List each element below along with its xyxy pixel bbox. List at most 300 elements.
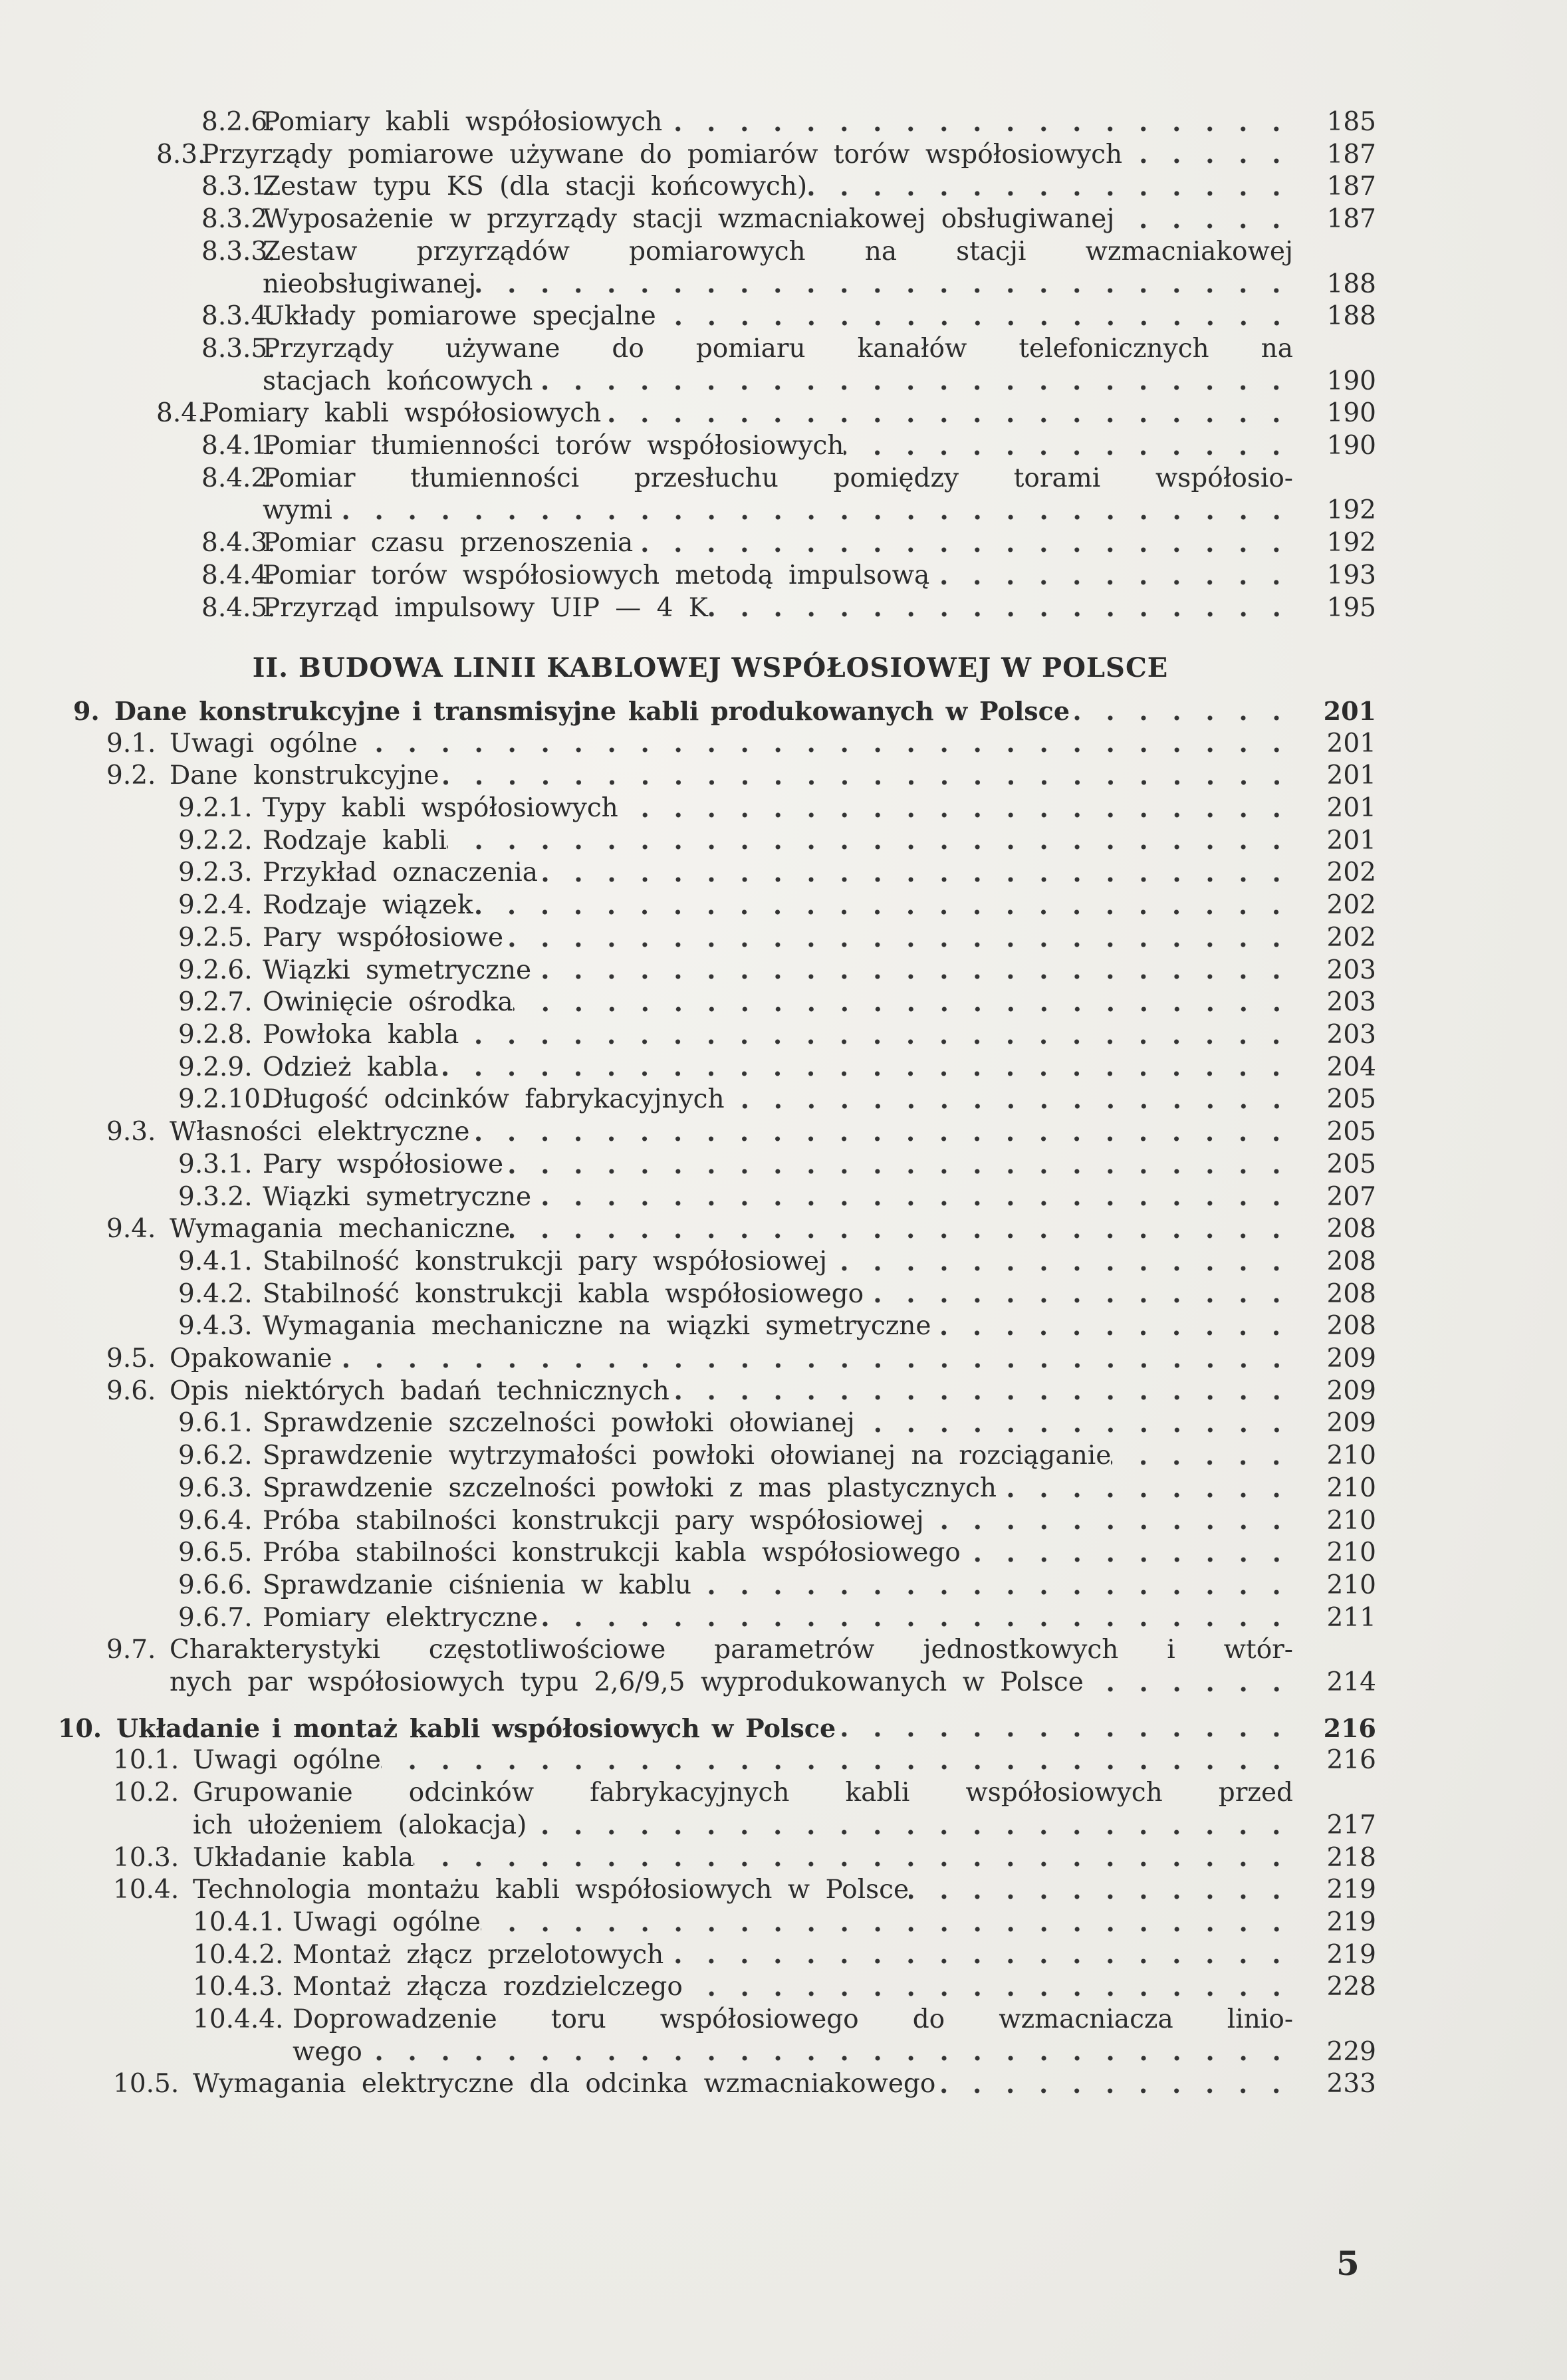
- toc-entry[interactable]: [0, 1505, 1376, 1538]
- toc-entry[interactable]: [0, 1971, 1376, 2004]
- entry-title-text: Pomiar czasu przenoszenia: [263, 528, 634, 558]
- entry-number: 9.6.2.: [178, 1441, 253, 1471]
- toc-entry[interactable]: [0, 1246, 1376, 1278]
- section-gap: [0, 1699, 1567, 1713]
- dot-leader: [510, 1213, 1293, 1246]
- entry-page-number: 192: [1326, 495, 1376, 526]
- entry-number: 10.3.: [113, 1842, 180, 1873]
- entry-page-number: 209: [1326, 1375, 1376, 1406]
- entry-page-number: 203: [1326, 987, 1376, 1018]
- entry-title: [170, 1116, 1293, 1149]
- toc-entry[interactable]: [0, 1052, 1376, 1084]
- entry-title: [263, 203, 1293, 236]
- entry-title: [263, 1278, 1293, 1311]
- entry-title: [263, 527, 1293, 560]
- entry-number: 9.4.1.: [178, 1246, 253, 1276]
- entry-title-last-line: [263, 1084, 1293, 1116]
- entry-page-number: 204: [1326, 1052, 1376, 1082]
- toc-entry[interactable]: [0, 1149, 1376, 1181]
- entry-number: 10.4.: [113, 1875, 180, 1905]
- dot-leader: [332, 1343, 1293, 1375]
- entry-title-text: Pary współosiowe: [263, 1149, 504, 1179]
- entry-title-text: Sprawdzanie ciśnienia w kablu: [263, 1570, 692, 1600]
- dot-leader: [864, 1278, 1293, 1311]
- entry-number: 9.2.5.: [178, 922, 253, 953]
- entry-title: [170, 760, 1293, 792]
- entry-title-last-line: [263, 1537, 1293, 1570]
- entry-page-number: 201: [1326, 825, 1376, 856]
- entry-page-number: 207: [1326, 1181, 1376, 1212]
- dot-leader: [929, 560, 1293, 592]
- entry-title-text: Wyposażenie w przyrządy stacji wzmacniakowej obsługiwanej: [263, 204, 1115, 235]
- entry-title-text: Technologia montażu kabli współosiowych w Polsce: [193, 1875, 909, 1905]
- toc-entry[interactable]: [0, 592, 1376, 625]
- entry-title-text: Wiązki symetryczne: [263, 1181, 532, 1212]
- entry-title: [293, 2004, 1293, 2068]
- toc-entry[interactable]: [0, 2068, 1376, 2101]
- entry-title-last-line: [263, 792, 1293, 825]
- entry-title-text: Rodzaje wiązek: [263, 890, 473, 921]
- entry-number: 9.2.10.: [178, 1084, 269, 1115]
- entry-number: 8.3.2.: [201, 204, 276, 235]
- entry-title-last-line: [263, 987, 1293, 1019]
- entry-title-text: Przykład oznaczenia: [263, 858, 538, 888]
- entry-number: 9.: [73, 695, 100, 726]
- entry-title: [293, 1939, 1293, 1972]
- entry-title: [263, 857, 1293, 890]
- toc-entry[interactable]: [0, 695, 1376, 728]
- toc-entry[interactable]: [0, 1440, 1376, 1473]
- entry-title-text: Uwagi ogólne: [170, 728, 358, 759]
- entry-title: [263, 1149, 1293, 1181]
- toc-entry[interactable]: [0, 1874, 1376, 1907]
- toc-entry[interactable]: [0, 1907, 1376, 1939]
- entry-title: [201, 139, 1293, 172]
- dot-leader: [533, 366, 1293, 398]
- toc-entry[interactable]: [0, 955, 1376, 987]
- entry-page-number: 202: [1326, 922, 1376, 953]
- entry-title-text: Własności elektryczne: [170, 1117, 470, 1147]
- dot-leader: [683, 1971, 1293, 2004]
- dot-leader: [1111, 1440, 1293, 1473]
- toc-entry[interactable]: [0, 1278, 1376, 1311]
- entry-page-number: 195: [1326, 592, 1376, 623]
- entry-title-last-line: [201, 139, 1293, 172]
- entry-title-text: Wymagania mechaniczne: [170, 1214, 511, 1245]
- toc-entry[interactable]: [0, 1634, 1376, 1699]
- entry-number: 9.2.3.: [178, 858, 253, 888]
- entry-title-text: Próba stabilności konstrukcji pary współosiowej: [263, 1505, 924, 1536]
- toc-entry[interactable]: [0, 1310, 1376, 1343]
- entry-page-number: 209: [1326, 1344, 1376, 1374]
- entry-page-number: 210: [1326, 1570, 1376, 1600]
- entry-title: [263, 1473, 1293, 1505]
- entry-number: 10.4.1.: [193, 1907, 284, 1937]
- entry-number: 10.1.: [113, 1745, 180, 1776]
- dot-leader: [538, 1602, 1293, 1635]
- entry-title-text: Stabilność konstrukcji kabla współosiowego: [263, 1278, 864, 1309]
- entry-page-number: 192: [1326, 528, 1376, 558]
- entry-title: [263, 1084, 1293, 1116]
- entry-page-number: 210: [1326, 1473, 1376, 1503]
- toc-entry[interactable]: [0, 463, 1376, 527]
- entry-title-last-line: [170, 1667, 1293, 1699]
- entry-title: [263, 1407, 1293, 1440]
- entry-title-last-line: [263, 1052, 1293, 1084]
- dot-leader: [332, 495, 1293, 527]
- toc-entry[interactable]: [0, 1473, 1376, 1505]
- entry-title-text: Przyrząd impulsowy UIP — 4 K: [263, 592, 708, 623]
- entry-title: [263, 825, 1293, 858]
- entry-number: 10.2.: [113, 1778, 180, 1808]
- entry-page-number: 201: [1326, 793, 1376, 824]
- entry-title-text: Wymagania elektryczne dla odcinka wzmacniakowego: [193, 2069, 936, 2099]
- entry-title-text: wymi: [263, 495, 332, 526]
- entry-number: 10.4.4.: [193, 2004, 284, 2035]
- entry-number: 9.7.: [106, 1635, 156, 1665]
- entry-title-text: Opakowanie: [170, 1344, 332, 1374]
- entry-number: 9.5.: [106, 1344, 156, 1374]
- dot-leader: [1070, 695, 1293, 728]
- entry-title-text: Powłoka kabla: [263, 1019, 459, 1050]
- toc-entry[interactable]: [0, 398, 1376, 430]
- entry-title-last-line: [263, 1278, 1293, 1311]
- toc-entry[interactable]: [0, 1537, 1376, 1570]
- entry-page-number: 216: [1323, 1713, 1376, 1743]
- entry-title-text: Stabilność konstrukcji pary współosiowej: [263, 1246, 828, 1276]
- entry-title-line: Charakterystyki częstotliwościowe parametrów jednostkowych i wtór-: [170, 1635, 1293, 1665]
- entry-number: 8.4.5.: [201, 592, 276, 623]
- entry-title-last-line: [201, 398, 1293, 430]
- entry-title-text: wego: [293, 2036, 362, 2067]
- entry-title-text: Wymagania mechaniczne na wiązki symetryczne: [263, 1311, 931, 1342]
- toc-entry[interactable]: [0, 1343, 1376, 1375]
- dot-leader: [836, 1713, 1293, 1745]
- dot-leader: [1114, 203, 1293, 236]
- dot-leader: [469, 1116, 1293, 1149]
- entry-title-last-line: [263, 1440, 1293, 1473]
- entry-title-text: nych par współosiowych typu 2,6/9,5 wyprodukowanych w Polsce: [170, 1667, 1084, 1698]
- dot-leader: [447, 825, 1293, 858]
- entry-number: 9.6.6.: [178, 1570, 253, 1600]
- dot-leader: [1084, 1667, 1293, 1699]
- entry-title: [263, 560, 1293, 592]
- entry-number: 8.3.4.: [201, 301, 276, 332]
- toc-entry[interactable]: [0, 825, 1376, 858]
- entry-page-number: 208: [1326, 1214, 1376, 1245]
- entry-number: 8.3.1.: [201, 172, 276, 202]
- entry-title-text: Pomiary elektryczne: [263, 1602, 539, 1633]
- entry-title: [193, 1842, 1293, 1875]
- entry-title-last-line: [193, 2068, 1293, 2101]
- page-number: 5: [1336, 2244, 1360, 2283]
- toc-entry[interactable]: [0, 2004, 1376, 2068]
- entry-title-last-line: [293, 1971, 1293, 2004]
- entry-number: 9.2.7.: [178, 987, 253, 1018]
- toc-entry[interactable]: [0, 922, 1376, 955]
- part-heading: II. BUDOWA LINII KABLOWEJ WSPÓŁOSIOWEJ W POLSCE: [252, 652, 1169, 684]
- entry-title: [263, 463, 1293, 527]
- entry-title-last-line: [114, 695, 1293, 728]
- entry-title: [263, 955, 1293, 987]
- entry-title-last-line: [263, 1181, 1293, 1214]
- dot-leader: [924, 1505, 1293, 1538]
- entry-page-number: 188: [1326, 301, 1376, 332]
- entry-title: [263, 1310, 1293, 1343]
- entry-page-number: 205: [1326, 1149, 1376, 1179]
- entry-page-number: 208: [1326, 1311, 1376, 1342]
- entry-title-last-line: [263, 1570, 1293, 1602]
- entry-page-number: 208: [1326, 1246, 1376, 1276]
- toc-entry[interactable]: [0, 1939, 1376, 1972]
- entry-title-last-line: [263, 1246, 1293, 1278]
- toc-entry[interactable]: [0, 1602, 1376, 1635]
- entry-title-text: Próba stabilności konstrukcji kabla współosiowego: [263, 1538, 961, 1568]
- entry-number: 8.4.: [156, 398, 206, 429]
- entry-page-number: 187: [1326, 172, 1376, 202]
- toc-entry[interactable]: [0, 527, 1376, 560]
- dot-leader: [439, 760, 1293, 792]
- entry-title-text: Zestaw typu KS (dla stacji końcowych): [263, 172, 808, 202]
- entry-title-last-line: [263, 171, 1293, 203]
- entry-page-number: 187: [1326, 204, 1376, 235]
- entry-number: 9.3.: [106, 1117, 156, 1147]
- dot-leader: [503, 1149, 1293, 1181]
- entry-title-last-line: [263, 269, 1293, 301]
- entry-page-number: 229: [1326, 2036, 1376, 2067]
- toc-entry[interactable]: [0, 728, 1376, 761]
- entry-title-text: Uwagi ogólne: [293, 1907, 481, 1937]
- entry-title-text: Układy pomiarowe specjalne: [263, 301, 656, 332]
- entry-title-last-line: [263, 495, 1293, 527]
- entry-title-text: Pary współosiowe: [263, 922, 504, 953]
- entry-title-text: Odzież kabla: [263, 1052, 439, 1082]
- toc-entry[interactable]: [0, 430, 1376, 463]
- entry-page-number: 203: [1326, 1019, 1376, 1050]
- dot-leader: [601, 398, 1293, 430]
- entry-title-text: Dane konstrukcyjne: [170, 761, 439, 791]
- toc-entry[interactable]: [0, 300, 1376, 333]
- entry-page-number: 203: [1326, 955, 1376, 985]
- dot-leader: [662, 106, 1293, 139]
- entry-title-line: Zestaw przyrządów pomiarowych na stacji wzmacniakowej: [263, 236, 1293, 267]
- dot-leader: [725, 1084, 1293, 1116]
- dot-leader: [414, 1842, 1293, 1875]
- toc-entry[interactable]: [0, 1213, 1376, 1246]
- toc-entry[interactable]: [0, 333, 1376, 398]
- entry-title: [263, 236, 1293, 300]
- entry-page-number: 193: [1326, 560, 1376, 590]
- entry-number: 9.2.4.: [178, 890, 253, 921]
- toc-entry[interactable]: [0, 1570, 1376, 1602]
- entry-title-text: Sprawdzenie szczelności powłoki ołowianej: [263, 1408, 855, 1439]
- dot-leader: [909, 1874, 1293, 1907]
- entry-title-text: Przyrządy pomiarowe używane do pomiarów torów współosiowych: [201, 139, 1123, 170]
- dot-leader: [362, 2036, 1293, 2069]
- entry-title-last-line: [263, 592, 1293, 625]
- toc-entry[interactable]: [0, 1084, 1376, 1116]
- entry-number: 9.2.8.: [178, 1019, 253, 1050]
- entry-title: [263, 1246, 1293, 1278]
- entry-title: [293, 1907, 1293, 1939]
- entry-title-text: Opis niektórych badań technicznych: [170, 1375, 669, 1406]
- dot-leader: [618, 792, 1293, 825]
- entry-title-text: nieobsługiwanej: [263, 269, 477, 299]
- toc-entry[interactable]: [0, 890, 1376, 922]
- entry-title: [201, 398, 1293, 430]
- entry-page-number: 208: [1326, 1278, 1376, 1309]
- entry-title-last-line: [170, 1343, 1293, 1375]
- entry-title-text: Sprawdzenie szczelności powłoki z mas plastycznych: [263, 1473, 997, 1503]
- toc-entry[interactable]: [0, 1375, 1376, 1408]
- entry-number: 8.4.4.: [201, 560, 276, 590]
- entry-page-number: 217: [1326, 1810, 1376, 1840]
- entry-title-last-line: [170, 1375, 1293, 1408]
- entry-page-number: 218: [1326, 1842, 1376, 1873]
- entry-title-last-line: [293, 1939, 1293, 1972]
- dot-leader: [459, 1019, 1293, 1052]
- entry-title: [263, 430, 1293, 463]
- entry-title-line: Doprowadzenie toru współosiowego do wzmacniacza linio-: [293, 2004, 1293, 2035]
- toc-entry[interactable]: [0, 139, 1376, 172]
- entry-title-last-line: [263, 922, 1293, 955]
- entry-title: [263, 1181, 1293, 1214]
- entry-number: 9.6.3.: [178, 1473, 253, 1503]
- dot-leader: [656, 300, 1293, 333]
- entry-title: [263, 171, 1293, 203]
- entry-title-text: Pomiary kabli współosiowych: [201, 398, 602, 429]
- entry-title-text: Montaż złącza rozdzielczego: [293, 1972, 683, 2002]
- entry-number: 9.2.: [106, 761, 156, 791]
- dot-leader: [438, 1052, 1293, 1084]
- entry-number: 8.2.6.: [201, 107, 276, 137]
- entry-title-text: Dane konstrukcyjne i transmisyjne kabli produkowanych w Polsce: [114, 695, 1070, 726]
- entry-number: 10.4.3.: [193, 1972, 284, 2002]
- dot-leader: [358, 728, 1293, 761]
- entry-title-text: Uwagi ogólne: [193, 1745, 381, 1776]
- entry-title: [263, 300, 1293, 333]
- entry-number: 9.6.1.: [178, 1408, 253, 1439]
- toc-entry[interactable]: [0, 560, 1376, 592]
- entry-title-last-line: [170, 760, 1293, 792]
- entry-page-number: 211: [1326, 1602, 1376, 1633]
- entry-title-text: ich ułożeniem (alokacja): [193, 1810, 527, 1840]
- toc-entry[interactable]: [0, 1019, 1376, 1052]
- entry-title-last-line: [263, 825, 1293, 858]
- entry-number: 9.6.5.: [178, 1538, 253, 1568]
- entry-number: 9.3.1.: [178, 1149, 253, 1179]
- entry-page-number: 219: [1326, 1875, 1376, 1905]
- entry-page-number: 209: [1326, 1408, 1376, 1439]
- entry-title: [170, 1343, 1293, 1375]
- entry-page-number: 190: [1326, 398, 1376, 429]
- entry-title: [293, 1971, 1293, 2004]
- entry-number: 9.4.2.: [178, 1278, 253, 1309]
- entry-title: [263, 922, 1293, 955]
- dot-leader: [855, 1407, 1293, 1440]
- entry-title-last-line: [263, 1149, 1293, 1181]
- entry-title: [263, 890, 1293, 922]
- entry-page-number: 233: [1326, 2069, 1376, 2099]
- toc-entry[interactable]: [0, 171, 1376, 203]
- entry-title-text: Owinięcie ośrodka: [263, 987, 513, 1018]
- entry-number: 9.6.: [106, 1375, 156, 1406]
- entry-number: 8.3.5.: [201, 333, 276, 364]
- toc-entry[interactable]: [0, 857, 1376, 890]
- entry-title-last-line: [293, 2036, 1293, 2069]
- entry-title-last-line: [263, 560, 1293, 592]
- entry-title: [114, 695, 1293, 728]
- dot-leader: [997, 1473, 1293, 1505]
- entry-title-line: Pomiar tłumienności przesłuchu pomiędzy torami współosio-: [263, 463, 1293, 493]
- entry-title: [170, 1213, 1293, 1246]
- dot-leader: [1122, 139, 1293, 172]
- entry-title-text: Pomiar torów współosiowych metodą impulsową: [263, 560, 930, 590]
- entry-number: 8.4.3.: [201, 528, 276, 558]
- entry-page-number: 219: [1326, 1907, 1376, 1937]
- entry-page-number: 214: [1326, 1667, 1376, 1698]
- entry-title: [263, 1019, 1293, 1052]
- toc-entry[interactable]: [0, 1713, 1376, 1745]
- toc-entry[interactable]: [0, 236, 1376, 300]
- entry-title-last-line: [263, 1019, 1293, 1052]
- entry-title: [263, 792, 1293, 825]
- entry-title-last-line: [193, 1874, 1293, 1907]
- toc-entry[interactable]: [0, 106, 1376, 139]
- entry-number: 10.: [58, 1713, 102, 1743]
- entry-page-number: 201: [1326, 728, 1376, 759]
- toc-entry[interactable]: [0, 760, 1376, 792]
- dot-leader: [827, 1246, 1293, 1278]
- entry-number: 9.2.9.: [178, 1052, 253, 1082]
- entry-title-last-line: [193, 1842, 1293, 1875]
- dot-leader: [935, 2069, 1293, 2101]
- entry-number: 8.4.1.: [201, 431, 276, 461]
- toc-entry[interactable]: [0, 792, 1376, 825]
- toc-entry[interactable]: [0, 1116, 1376, 1149]
- entry-number: 9.3.2.: [178, 1181, 253, 1212]
- toc-entry[interactable]: [0, 987, 1376, 1019]
- entry-title: [263, 1052, 1293, 1084]
- toc-entry[interactable]: [0, 203, 1376, 236]
- entry-title-text: Sprawdzenie wytrzymałości powłoki ołowianej na rozciąganie: [263, 1441, 1112, 1471]
- toc-entry[interactable]: [0, 1181, 1376, 1214]
- entry-number: 8.4.2.: [201, 463, 276, 493]
- entry-page-number: 185: [1326, 107, 1376, 137]
- dot-leader: [503, 922, 1293, 955]
- entry-title: [263, 1570, 1293, 1602]
- toc-entry[interactable]: [0, 1842, 1376, 1875]
- dot-leader: [708, 592, 1293, 625]
- entry-title-last-line: [263, 527, 1293, 560]
- entry-title: [263, 1602, 1293, 1635]
- entry-title-last-line: [263, 1310, 1293, 1343]
- entry-title-text: Rodzaje kabli: [263, 825, 447, 856]
- entry-title-last-line: [263, 955, 1293, 987]
- entry-page-number: 219: [1326, 1939, 1376, 1970]
- entry-title-last-line: [170, 1213, 1293, 1246]
- entry-number: 9.4.3.: [178, 1311, 253, 1342]
- entry-title-text: Układanie kabla: [193, 1842, 414, 1873]
- entry-title-text: Montaż złącz przelotowych: [293, 1939, 664, 1970]
- entry-title-last-line: [263, 106, 1293, 139]
- entry-title-last-line: [193, 1744, 1293, 1777]
- toc-entry[interactable]: [0, 1744, 1376, 1777]
- entry-page-number: 216: [1326, 1745, 1376, 1776]
- entry-title-last-line: [263, 1407, 1293, 1440]
- toc-entry[interactable]: [0, 1777, 1376, 1842]
- toc-entry[interactable]: [0, 1407, 1376, 1440]
